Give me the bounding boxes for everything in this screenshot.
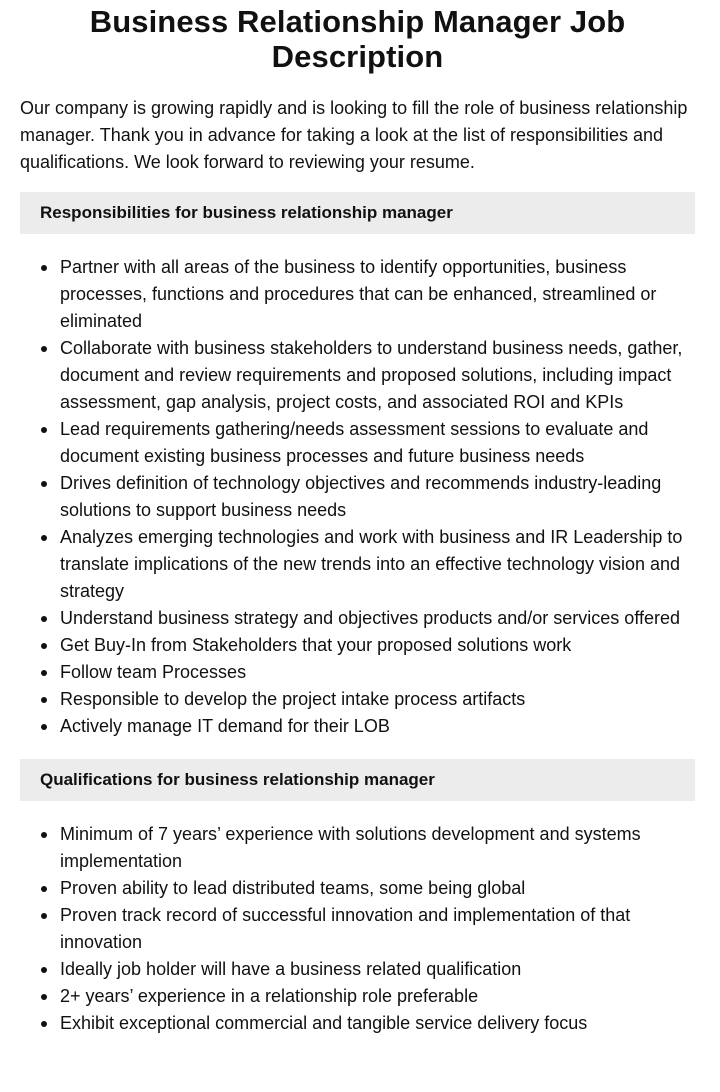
responsibility-item xyxy=(20,713,695,740)
responsibility-item xyxy=(20,470,695,524)
bullet-icon xyxy=(41,697,47,703)
bullet-icon xyxy=(41,832,47,838)
responsibility-item xyxy=(20,632,695,659)
qualification-text: 2+ years’ experience in a relationship role preferable xyxy=(60,986,479,1006)
qualification-item xyxy=(20,821,695,875)
responsibility-text: Get Buy-In from Stakeholders that your proposed solutions work xyxy=(60,635,572,655)
bullet-icon xyxy=(41,913,47,919)
qualification-text: Exhibit exceptional commercial and tangible service delivery focus xyxy=(60,1013,588,1033)
bullet-icon xyxy=(41,643,47,649)
responsibility-text: Actively manage IT demand for their LOB xyxy=(60,716,390,736)
responsibility-item xyxy=(20,686,695,713)
qualification-text: Ideally job holder will have a business related qualification xyxy=(60,959,522,979)
qualification-text: Proven ability to lead distributed teams, some being global xyxy=(60,878,526,898)
bullet-icon xyxy=(41,724,47,730)
bullet-icon xyxy=(41,1021,47,1027)
bullet-icon xyxy=(41,346,47,352)
responsibility-text: Understand business strategy and objectives products and/or services offered xyxy=(60,608,681,628)
intro-paragraph: Our company is growing rapidly and is looking to fill the role of business relationship manager. Thank you in advance for taking a look at the list of responsibilities and qualifications. We look forward to reviewing your resume. xyxy=(20,98,688,172)
qualification-item xyxy=(20,902,695,956)
responsibility-item xyxy=(20,659,695,686)
responsibility-item xyxy=(20,254,695,335)
qualifications-list xyxy=(20,821,695,1037)
responsibility-text: Analyzes emerging technologies and work with business and IR Leadership to translate implications of the new trends into an effective technology vision and strategy xyxy=(60,527,683,601)
bullet-icon xyxy=(41,481,47,487)
page-title: Business Relationship Manager Job Description xyxy=(89,4,626,74)
bullet-icon xyxy=(41,427,47,433)
qualification-text: Minimum of 7 years’ experience with solutions development and systems implementation xyxy=(60,824,641,871)
responsibilities-heading: Responsibilities for business relationship manager xyxy=(20,192,695,234)
qualification-item xyxy=(20,1010,695,1037)
qualifications-heading: Qualifications for business relationship manager xyxy=(20,759,695,801)
responsibility-text: Lead requirements gathering/needs assessment sessions to evaluate and document existing business processes and future business needs xyxy=(60,419,649,466)
bullet-icon xyxy=(41,265,47,271)
responsibility-text: Partner with all areas of the business to identify opportunities, business processes, functions and procedures that can be enhanced, streamlined or eliminated xyxy=(60,257,657,331)
qualification-item xyxy=(20,875,695,902)
bullet-icon xyxy=(41,535,47,541)
bullet-icon xyxy=(41,994,47,1000)
responsibilities-list xyxy=(20,254,695,740)
responsibility-item xyxy=(20,524,695,605)
bullet-icon xyxy=(41,670,47,676)
qualification-item xyxy=(20,956,695,983)
responsibility-item xyxy=(20,416,695,470)
bullet-icon xyxy=(41,616,47,622)
bullet-icon xyxy=(41,967,47,973)
responsibility-item xyxy=(20,335,695,416)
responsibility-text: Drives definition of technology objectives and recommends industry-leading solutions to support business needs xyxy=(60,473,662,520)
qualification-item xyxy=(20,983,695,1010)
responsibility-text: Follow team Processes xyxy=(60,662,247,682)
responsibility-item xyxy=(20,605,695,632)
bullet-icon xyxy=(41,886,47,892)
qualification-text: Proven track record of successful innovation and implementation of that innovation xyxy=(60,905,631,952)
responsibility-text: Collaborate with business stakeholders to understand business needs, gather, document and review requirements and proposed solutions, including impact assessment, gap analysis, project costs, and associated ROI and KPIs xyxy=(60,338,683,412)
responsibility-text: Responsible to develop the project intake process artifacts xyxy=(60,689,526,709)
